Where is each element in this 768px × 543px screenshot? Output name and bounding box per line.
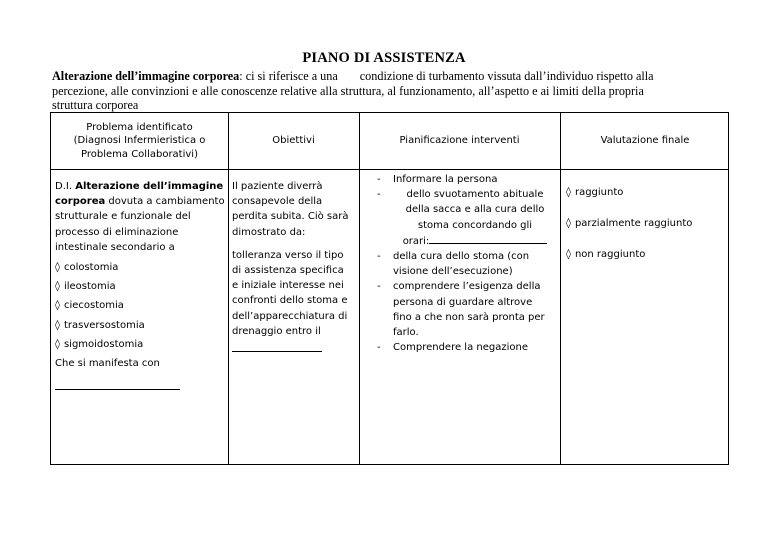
intro-line2: percezione, alle convinzioni e alle conoscenze relative alla struttura, al funzionamento, all’aspetto e ai limiti della propria — [52, 83, 644, 98]
objective-line: e iniziale interesse nei — [232, 280, 344, 292]
evaluation-cell — [566, 185, 726, 279]
intervention-line: dello svuotamento abituale — [406, 189, 544, 201]
stoma-option-label: ciecostomia — [63, 300, 124, 312]
stoma-option-label: colostomia — [63, 262, 119, 274]
problem-line: intestinale secondario a — [55, 241, 175, 253]
intervention-item — [377, 279, 557, 340]
interventions-cell — [377, 172, 557, 355]
intervention-item — [377, 187, 557, 233]
bullet-dash: - — [377, 342, 381, 354]
intervention-line: comprendere l’esigenza della — [393, 281, 541, 293]
stoma-option-label: sigmoidostomia — [63, 338, 144, 350]
intervention-text — [393, 233, 557, 249]
bullet-dash: - — [377, 281, 381, 293]
intervention-line: visione dell’esecuzione) — [393, 266, 513, 278]
document-title: PIANO DI ASSISTENZA — [302, 50, 466, 66]
intervention-item — [377, 249, 557, 279]
intervention-line: della sacca e alla cura dello — [405, 204, 545, 216]
stoma-option — [55, 298, 227, 313]
intervention-line: fino a che non sarà pronta per — [393, 311, 545, 323]
header-objectives: Obiettivi — [272, 135, 315, 147]
intervention-line: farlo. — [393, 327, 419, 339]
intervention-line: Comprendere la negazione — [393, 342, 528, 354]
problem-cell — [55, 179, 227, 390]
diamond-icon: ◊ — [566, 218, 571, 230]
intervention-line: orari: — [393, 233, 557, 249]
problem-title: Alterazione dell’immagine corporea — [55, 181, 224, 208]
evaluation-option-label: parzialmente raggiunto — [574, 218, 693, 230]
diamond-icon: ◊ — [55, 281, 60, 293]
intro-line1-tail: condizione di turbamento vissuta dall’individuo rispetto alla — [359, 69, 654, 83]
intervention-line: della cura dello stoma (con — [393, 251, 530, 263]
care-plan-table — [50, 112, 729, 465]
problem-footer: Che si manifesta con — [55, 358, 160, 370]
objective-line: drenaggio entro il — [232, 325, 321, 337]
evaluation-option-label: raggiunto — [574, 187, 624, 198]
intervention-text — [393, 340, 557, 355]
bullet-dash — [377, 233, 393, 249]
evaluation-option — [566, 216, 726, 231]
problem-line: strutturale e funzionale del — [55, 211, 191, 223]
intervention-text — [393, 187, 557, 233]
objective-line: confronti dello stoma e — [232, 295, 348, 307]
intervention-item — [377, 172, 557, 187]
objectives-blank — [232, 345, 322, 352]
bullet-dash: - — [377, 189, 381, 201]
problem-footer-blank — [55, 381, 180, 390]
objective-line: consapevole della — [232, 196, 323, 208]
header-problem-line1: Problema identificato — [86, 121, 193, 133]
intervention-text — [393, 249, 557, 279]
intervention-text — [393, 172, 557, 187]
intro-paragraph — [52, 69, 742, 113]
diamond-icon: ◊ — [566, 187, 571, 198]
intervention-item — [377, 340, 557, 355]
intervention-line: stoma concordando gli — [417, 219, 533, 231]
intervention-text — [393, 279, 557, 340]
stoma-option — [55, 279, 227, 294]
evaluation-option — [566, 185, 726, 200]
header-evaluation: Valutazione finale — [600, 135, 690, 147]
problem-line: dovuta a cambiamento — [108, 196, 225, 208]
stoma-option — [55, 337, 227, 352]
stoma-option — [55, 260, 227, 275]
header-problem-line2: (Diagnosi Infermieristica o — [73, 135, 206, 147]
header-interventions: Pianificazione interventi — [399, 135, 520, 147]
intervention-line: Informare la persona — [393, 174, 498, 185]
objective-line: dell’apparecchiatura di — [232, 310, 348, 322]
objective-line: tolleranza verso il tipo — [232, 249, 344, 261]
objective-line: Il paziente diverrà — [232, 181, 323, 192]
intervention-blank — [429, 233, 547, 244]
stoma-option-label: trasversostomia — [63, 319, 145, 331]
intro-line3: struttura corporea — [52, 98, 139, 113]
objectives-cell — [232, 179, 364, 352]
header-problem — [51, 113, 228, 169]
header-problem-line3: Problema Collaborativi) — [81, 148, 198, 160]
problem-line: processo di eliminazione — [55, 226, 179, 238]
stoma-option-label: ileostomia — [63, 281, 116, 293]
diamond-icon: ◊ — [566, 249, 571, 261]
intro-bold-lead: Alterazione dell’immagine corporea — [52, 69, 240, 83]
diamond-icon: ◊ — [55, 338, 60, 350]
objective-line: perdita subita. Ciò sarà — [232, 211, 349, 223]
problem-prefix: D.I. — [55, 181, 73, 192]
intervention-line: persona di guardare altrove — [393, 296, 533, 308]
bullet-dash: - — [377, 251, 381, 263]
diamond-icon: ◊ — [55, 319, 60, 331]
diamond-icon: ◊ — [55, 300, 60, 312]
evaluation-option-label: non raggiunto — [574, 249, 646, 261]
diamond-icon: ◊ — [55, 262, 60, 274]
stoma-option — [55, 318, 227, 333]
evaluation-option — [566, 247, 726, 262]
intro-line1-rest: : ci si riferisce a una — [239, 69, 338, 83]
header-divider — [51, 169, 728, 170]
bullet-dash: - — [377, 174, 381, 185]
intervention-item — [377, 233, 557, 249]
objective-line: di assistenza specifica — [232, 265, 344, 277]
objective-line: dimostrato da: — [232, 226, 306, 238]
